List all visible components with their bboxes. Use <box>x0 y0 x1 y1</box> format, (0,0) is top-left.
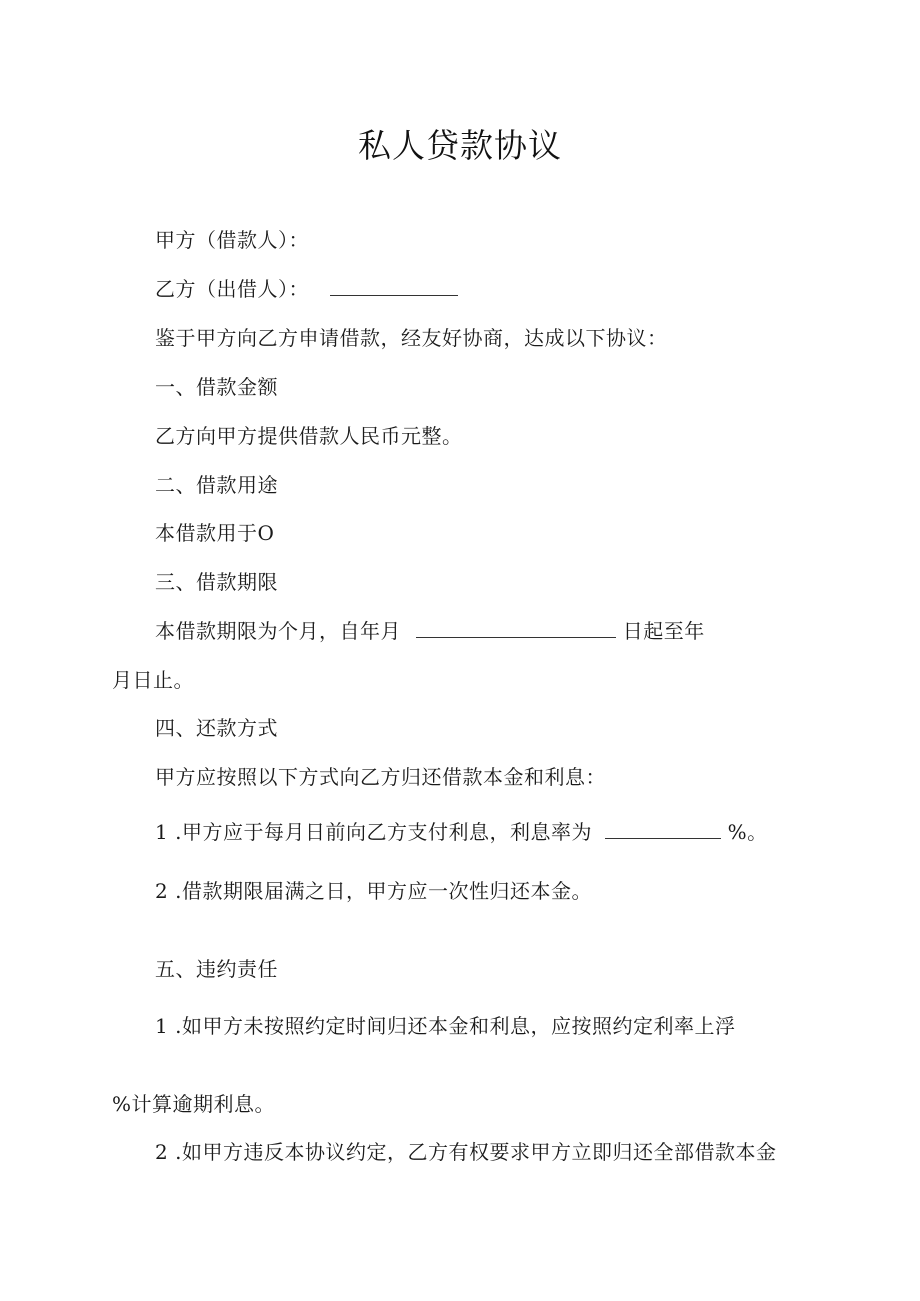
section4-heading: 四、还款方式 <box>155 716 278 740</box>
section3-body-end: 月日止。 <box>112 668 194 692</box>
section5-item1-end: %计算逾期利息。 <box>112 1092 276 1116</box>
section4-item2: 2 .借款期限届满之日，甲方应一次性归还本金。 <box>155 879 592 903</box>
party-b-blank <box>330 277 458 296</box>
preamble: 鉴于甲方向乙方申请借款，经友好协商，达成以下协议： <box>155 326 668 350</box>
section4-item1-end: %。 <box>727 820 768 844</box>
party-b-line <box>155 275 458 303</box>
section4-intro: 甲方应按照以下方式向乙方归还借款本金和利息： <box>155 765 606 789</box>
party-a-line <box>155 226 309 254</box>
section2-body: 本借款用于O <box>155 521 275 545</box>
section3-body-line1 <box>155 617 705 645</box>
document-title: 私人贷款协议 <box>358 126 562 165</box>
section1-heading: 一、借款金额 <box>155 375 278 399</box>
section5-item1-start: 1 .如甲方未按照约定时间归还本金和利息，应按照约定利率上浮 <box>155 1014 736 1038</box>
section3-date-blank <box>416 619 616 638</box>
section4-item1-start: 1 .甲方应于每月日前向乙方支付利息，利息率为 <box>155 820 592 844</box>
party-b-label: 乙方（出借人）： <box>155 277 309 301</box>
section3-body-start: 本借款期限为个月，自年月 <box>155 619 401 643</box>
section3-body-mid: 日起至年 <box>622 619 705 643</box>
section5-item2: 2 .如甲方违反本协议约定，乙方有权要求甲方立即归还全部借款本金 <box>155 1140 777 1164</box>
party-a-label: 甲方（借款人）： <box>155 228 309 252</box>
section2-heading: 二、借款用途 <box>155 473 278 497</box>
section4-item1 <box>155 818 768 846</box>
section5-heading: 五、违约责任 <box>155 957 278 981</box>
section3-heading: 三、借款期限 <box>155 570 278 594</box>
section1-body: 乙方向甲方提供借款人民币元整。 <box>155 424 463 448</box>
interest-rate-blank <box>605 820 721 839</box>
